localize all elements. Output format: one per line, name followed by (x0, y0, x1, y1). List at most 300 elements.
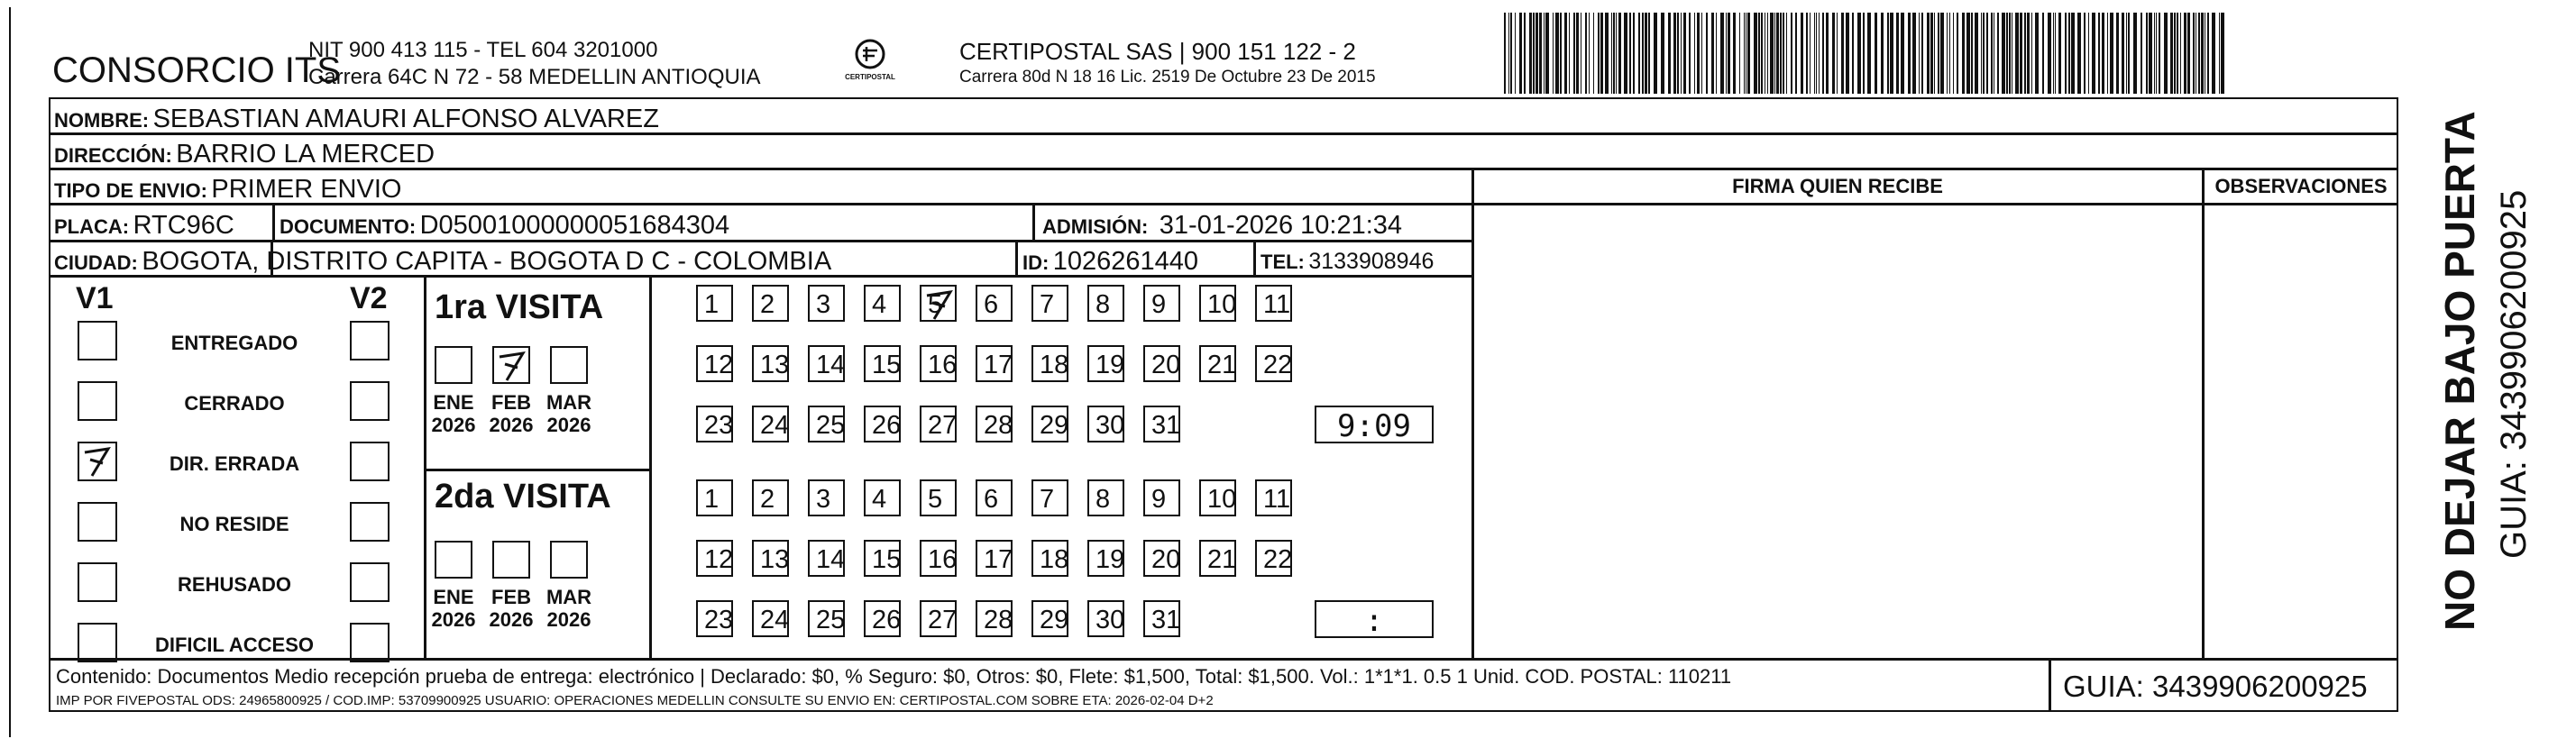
direccion-value: BARRIO LA MERCED (176, 140, 435, 169)
first-day-box[interactable] (1031, 285, 1068, 322)
barcode-bar (2187, 13, 2190, 94)
first-month-checkbox[interactable] (492, 346, 530, 384)
carrier-name: CERTIPOSTAL SAS | 900 151 122 - 2 (959, 38, 1356, 65)
second-month-checkbox[interactable] (492, 541, 530, 579)
first-day-box[interactable] (864, 345, 901, 382)
barcode-bar (1901, 13, 1904, 94)
barcode-bar (1832, 13, 1835, 94)
barcode-bar (1801, 13, 1803, 94)
first-day-box[interactable] (1255, 285, 1292, 322)
barcode-bar (1971, 13, 1973, 94)
barcode-bar (1711, 13, 1714, 94)
second-time-box[interactable] (1315, 600, 1434, 638)
first-day-number: 27 (928, 411, 958, 440)
first-day-number: 12 (704, 351, 734, 379)
barcode-bar (1814, 13, 1815, 94)
first-day-number: 29 (1040, 411, 1069, 440)
first-day-box[interactable] (920, 406, 957, 442)
first-day-box[interactable] (808, 285, 845, 322)
barcode-bar (1857, 13, 1861, 94)
second-day-box[interactable] (1031, 479, 1068, 516)
status-v2-checkbox[interactable] (350, 562, 390, 602)
side-warning: NO DEJAR BAJO PUERTA (2436, 111, 2483, 631)
first-month-name: FEB (491, 391, 531, 414)
second-day-number: 12 (704, 545, 734, 574)
second-day-box[interactable] (1143, 540, 1180, 577)
first-day-box[interactable] (1199, 285, 1236, 322)
admision-label: ADMISIÓN: (1042, 215, 1149, 238)
second-day-number: 15 (872, 545, 902, 574)
observaciones-header: OBSERVACIONES (2214, 175, 2388, 197)
barcode-bar (2141, 13, 2142, 94)
status-v1-checkbox[interactable] (78, 502, 117, 542)
barcode-bar (1510, 13, 1512, 94)
first-month-checkbox[interactable] (550, 346, 588, 384)
first-day-box[interactable] (752, 285, 789, 322)
contenido-text: Contenido: Documentos Medio recepción prueba de entrega: electrónico | Declarado: $0, % Seguro: $0, Otros: $0, Flete: $1,500, Total: $1,500. Vol.: 1*1*1. 0.5 1 Unid. COD. POSTAL: 110211 (56, 665, 1732, 688)
first-day-box[interactable] (976, 406, 1013, 442)
barcode-bar (1573, 13, 1575, 94)
status-v1-checkbox[interactable] (78, 442, 117, 481)
first-day-number: 2 (760, 290, 775, 319)
tipo-envio-label: TIPO DE ENVIO: (54, 179, 207, 202)
second-day-box[interactable] (976, 540, 1013, 577)
left-edge-line (9, 7, 11, 737)
barcode-bar (1613, 13, 1615, 94)
col-line (649, 275, 652, 658)
second-day-box[interactable] (1143, 479, 1180, 516)
second-day-box[interactable] (1255, 479, 1292, 516)
id-label: ID: (1022, 251, 1050, 274)
status-label: ENTREGADO (170, 332, 298, 354)
first-day-box[interactable] (864, 406, 901, 442)
second-day-number: 25 (816, 606, 846, 634)
first-day-box[interactable] (696, 285, 733, 322)
barcode-bar (2212, 13, 2215, 94)
barcode-bar (1673, 13, 1676, 94)
second-day-number: 8 (1095, 485, 1111, 514)
barcode-bar (1774, 13, 1775, 94)
first-day-number: 6 (984, 290, 999, 319)
barcode-bar (1668, 13, 1671, 94)
first-day-box[interactable] (1031, 345, 1068, 382)
barcode-bar (1919, 13, 1920, 94)
barcode-bar (1605, 13, 1609, 94)
barcode-bar (2084, 13, 2086, 94)
first-day-number: 19 (1095, 351, 1125, 379)
tipo-envio-value: PRIMER ENVIO (211, 175, 402, 204)
second-day-box[interactable] (696, 540, 733, 577)
first-day-number: 8 (1095, 290, 1111, 319)
second-day-number: 24 (760, 606, 790, 634)
second-day-box[interactable] (1087, 479, 1124, 516)
second-month-checkbox[interactable] (435, 541, 472, 579)
barcode-bar (2170, 13, 2173, 94)
second-day-box[interactable] (1199, 540, 1236, 577)
second-month-name: FEB (491, 586, 531, 608)
barcode-bar (1767, 13, 1768, 94)
barcode-bar (1576, 13, 1579, 94)
second-month-checkbox[interactable] (550, 541, 588, 579)
barcode-bar (2027, 13, 2030, 94)
second-day-number: 17 (984, 545, 1013, 574)
barcode-bar (2031, 13, 2032, 94)
barcode-bar (1600, 13, 1603, 94)
first-month-label (486, 391, 536, 437)
barcode-bar (2110, 13, 2113, 94)
second-day-box[interactable] (864, 600, 901, 637)
ciudad-value: BOGOTA, DISTRITO CAPITA - BOGOTA D C - COLOMBIA (142, 247, 832, 276)
second-day-number: 18 (1040, 545, 1069, 574)
second-day-box[interactable] (752, 540, 789, 577)
barcode-bar (1733, 13, 1736, 94)
status-label: NO RESIDE (179, 513, 289, 535)
admision-field (1042, 213, 1402, 239)
first-day-number: 5 (928, 290, 943, 319)
status-v2-checkbox[interactable] (350, 502, 390, 542)
second-day-box[interactable] (696, 600, 733, 637)
barcode-bar (1761, 13, 1763, 94)
second-day-number: 19 (1095, 545, 1125, 574)
barcode-bar (1716, 13, 1717, 94)
first-day-box[interactable] (1143, 406, 1180, 442)
second-day-box[interactable] (808, 600, 845, 637)
second-day-box[interactable] (1087, 540, 1124, 577)
status-v2-checkbox[interactable] (350, 442, 390, 481)
placa-field (54, 213, 234, 239)
second-day-number: 26 (872, 606, 902, 634)
barcode-bar (1997, 13, 1999, 94)
logo-text: CERTIPOSTAL (845, 73, 895, 81)
second-day-number: 29 (1040, 606, 1069, 634)
barcode-bar (1957, 13, 1958, 94)
status-v2-checkbox[interactable] (350, 381, 390, 421)
barcode-bar (2159, 13, 2160, 94)
first-month-name: ENE (433, 391, 474, 414)
barcode-bar (1981, 13, 1982, 94)
second-day-number: 27 (928, 606, 958, 634)
first-day-box[interactable] (1087, 285, 1124, 322)
barcode-bar (1638, 13, 1640, 94)
first-time-value: 9:09 (1337, 408, 1411, 444)
first-day-box[interactable] (752, 406, 789, 442)
barcode-bar (1786, 13, 1787, 94)
status-v1-checkbox[interactable] (78, 321, 117, 360)
certipostal-logo-icon (839, 36, 902, 90)
barcode-bar (1934, 13, 1935, 94)
first-month-year: 2026 (489, 414, 534, 437)
first-day-box[interactable] (1031, 406, 1068, 442)
first-day-number: 11 (1263, 290, 1291, 319)
barcode-bar (2126, 13, 2127, 94)
barcode-bar (1852, 13, 1854, 94)
status-label: DIFICIL ACCESO (154, 634, 314, 656)
first-day-box[interactable] (808, 406, 845, 442)
col-line (272, 204, 275, 240)
second-month-year: 2026 (431, 608, 476, 632)
barcode-bar (1986, 13, 1988, 94)
direccion-label: DIRECCIÓN: (54, 144, 172, 167)
carrier-address: Carrera 80d N 18 16 Lic. 2519 De Octubre 23 De 2015 (959, 68, 1376, 87)
second-day-box[interactable] (976, 479, 1013, 516)
barcode-bar (1524, 13, 1526, 94)
barcode-bar (1726, 13, 1727, 94)
barcode-bar (2065, 13, 2067, 94)
barcode-bar (1975, 13, 1978, 94)
second-day-box[interactable] (808, 479, 845, 516)
first-day-box[interactable] (808, 345, 845, 382)
barcode-bar (2207, 13, 2209, 94)
barcode-bar (2221, 13, 2224, 94)
second-day-box[interactable] (1255, 540, 1292, 577)
barcode-bar (1515, 13, 1516, 94)
barcode-bar (1953, 13, 1954, 94)
barcode-bar (2107, 13, 2108, 94)
barcode-bar (1624, 13, 1627, 94)
first-day-number: 15 (872, 351, 902, 379)
status-label: CERRADO (184, 392, 285, 415)
barcode-bar (2133, 13, 2137, 94)
certipostal-logo (839, 36, 902, 90)
direccion-field (54, 141, 435, 168)
first-day-box[interactable] (920, 285, 957, 322)
barcode-bar (2154, 13, 2155, 94)
first-day-box[interactable] (920, 345, 957, 382)
tel-field (1260, 251, 1434, 273)
barcode-bar (1826, 13, 1829, 94)
first-day-number: 23 (704, 411, 734, 440)
barcode-bar (1553, 13, 1554, 94)
barcode-bar (1744, 13, 1745, 94)
barcode-bar (1519, 13, 1522, 94)
first-day-number: 26 (872, 411, 902, 440)
barcode-bar (1569, 13, 1570, 94)
first-day-box[interactable] (1143, 345, 1180, 382)
second-day-number: 30 (1095, 606, 1125, 634)
barcode-bar (1504, 13, 1506, 94)
second-day-box[interactable] (752, 479, 789, 516)
barcode-bar (1654, 13, 1657, 94)
barcode-bar (1545, 13, 1549, 94)
row-line (49, 240, 1473, 242)
first-day-number: 17 (984, 351, 1013, 379)
firma-header: FIRMA QUIEN RECIBE (1732, 175, 1943, 197)
status-v2-checkbox[interactable] (350, 321, 390, 360)
second-day-box[interactable] (1143, 600, 1180, 637)
barcode-bar (1770, 13, 1774, 94)
second-day-box[interactable] (1199, 479, 1236, 516)
barcode-bar (1947, 13, 1948, 94)
placa-value: RTC96C (133, 211, 234, 240)
second-month-label (486, 586, 536, 632)
barcode-bar (1887, 13, 1889, 94)
barcode-bar (2015, 13, 2019, 94)
first-day-number: 21 (1207, 351, 1237, 379)
first-day-number: 18 (1040, 351, 1069, 379)
second-day-number: 21 (1207, 545, 1237, 574)
barcode-bar (1863, 13, 1865, 94)
second-day-box[interactable] (864, 540, 901, 577)
footer-line (49, 658, 2398, 661)
status-label: DIR. ERRADA (169, 452, 300, 475)
barcode-bar (2042, 13, 2044, 94)
barcode-bar (1533, 13, 1535, 94)
tel-label: TEL: (1260, 251, 1305, 273)
first-month-name: MAR (545, 391, 592, 414)
barcode-bar (1544, 13, 1545, 94)
barcode-bar (1560, 13, 1562, 94)
status-v2-checkbox[interactable] (350, 623, 390, 662)
barcode-bar (2006, 13, 2008, 94)
first-day-box[interactable] (976, 345, 1013, 382)
first-day-box[interactable] (1087, 406, 1124, 442)
first-day-box[interactable] (1087, 345, 1124, 382)
nombre-label: NOMBRE: (54, 109, 150, 132)
col-line (1471, 168, 1474, 659)
barcode-bar (2068, 13, 2070, 94)
barcode-bar (1795, 13, 1797, 94)
first-time-box[interactable] (1315, 406, 1434, 443)
second-day-box[interactable] (1031, 540, 1068, 577)
barcode-bar (1616, 13, 1617, 94)
col-line (1015, 240, 1018, 276)
first-day-number: 30 (1095, 411, 1125, 440)
second-day-number: 3 (816, 485, 831, 514)
barcode-bar (1810, 13, 1811, 94)
first-day-number: 20 (1151, 351, 1181, 379)
barcode-bar (1875, 13, 1877, 94)
first-month-year: 2026 (546, 414, 591, 437)
documento-field (280, 213, 729, 239)
admision-value: 31-01-2026 10:21:34 (1159, 211, 1403, 240)
second-day-box[interactable] (1087, 600, 1124, 637)
first-day-number: 31 (1151, 411, 1181, 440)
second-day-box[interactable] (920, 600, 957, 637)
col-line (424, 275, 426, 658)
status-v1-checkbox[interactable] (78, 562, 117, 602)
barcode-bar (1618, 13, 1621, 94)
barcode-bar (1529, 13, 1532, 94)
company-nit-tel: NIT 900 413 115 - TEL 604 3201000 (308, 38, 658, 62)
first-day-number: 10 (1207, 290, 1237, 319)
barcode-bar (2193, 13, 2195, 94)
second-day-box[interactable] (808, 540, 845, 577)
second-month-label (544, 586, 594, 632)
barcode-bar (1739, 13, 1740, 94)
barcode-bar (2058, 13, 2061, 94)
barcode-bar (2156, 13, 2157, 94)
second-month-year: 2026 (489, 608, 534, 632)
barcode-bar (1508, 13, 1509, 94)
barcode-bar (1564, 13, 1567, 94)
second-month-label (428, 586, 479, 632)
barcode-bar (1720, 13, 1724, 94)
second-day-number: 6 (984, 485, 999, 514)
first-day-box[interactable] (696, 406, 733, 442)
side-guia: GUIA: 3439906200925 (2494, 189, 2534, 559)
first-day-box[interactable] (864, 285, 901, 322)
second-day-box[interactable] (976, 600, 1013, 637)
barcode-bar (1593, 13, 1594, 94)
barcode-bar (1585, 13, 1587, 94)
barcode-bar (1867, 13, 1871, 94)
status-label: REHUSADO (178, 573, 291, 596)
barcode-bar (2088, 13, 2089, 94)
v2-label: V2 (350, 281, 388, 315)
first-month-year: 2026 (431, 414, 476, 437)
handwritten-check-icon (921, 287, 958, 323)
status-v1-checkbox[interactable] (78, 623, 117, 662)
nombre-value: SEBASTIAN AMAURI ALFONSO ALVAREZ (152, 105, 659, 133)
barcode-bar (1633, 13, 1635, 94)
barcode-bar (1949, 13, 1950, 94)
first-day-number: 25 (816, 411, 846, 440)
barcode-bar (2024, 13, 2026, 94)
barcode-bar (2053, 13, 2054, 94)
barcode-bar (1780, 13, 1782, 94)
barcode-image (1504, 13, 2225, 94)
documento-label: DOCUMENTO: (280, 215, 417, 238)
barcode-bar (1816, 13, 1817, 94)
second-day-box[interactable] (864, 479, 901, 516)
first-day-box[interactable] (976, 285, 1013, 322)
first-day-box[interactable] (1143, 285, 1180, 322)
first-day-number: 22 (1263, 351, 1293, 379)
first-day-box[interactable] (1255, 345, 1292, 382)
second-day-box[interactable] (752, 600, 789, 637)
barcode-bar (1881, 13, 1884, 94)
barcode-bar (2071, 13, 2075, 94)
company-address: Carrera 64C N 72 - 58 MEDELLIN ANTIOQUIA (308, 65, 761, 89)
col-line (1253, 240, 1256, 276)
barcode-bar (2180, 13, 2181, 94)
barcode-bar (1927, 13, 1930, 94)
barcode-bar (1776, 13, 1779, 94)
first-day-number: 7 (1040, 290, 1055, 319)
barcode-bar (1683, 13, 1686, 94)
barcode-bar (1846, 13, 1849, 94)
first-day-box[interactable] (1199, 345, 1236, 382)
second-day-box[interactable] (696, 479, 733, 516)
barcode-bar (1681, 13, 1682, 94)
second-day-number: 31 (1151, 606, 1181, 634)
second-day-box[interactable] (1031, 600, 1068, 637)
id-field (1022, 249, 1198, 275)
first-visit-title: 1ra VISITA (435, 288, 604, 326)
barcode-bar (1555, 13, 1559, 94)
barcode-bar (1598, 13, 1600, 94)
second-day-number: 14 (816, 545, 846, 574)
barcode-bar (1677, 13, 1679, 94)
barcode-bar (2219, 13, 2220, 94)
first-day-box[interactable] (696, 345, 733, 382)
first-day-number: 4 (872, 290, 887, 319)
first-day-box[interactable] (752, 345, 789, 382)
barcode-bar (2128, 13, 2130, 94)
second-day-box[interactable] (920, 540, 957, 577)
second-day-number: 11 (1263, 485, 1291, 514)
barcode-bar (1706, 13, 1708, 94)
first-month-checkbox[interactable] (435, 346, 472, 384)
second-day-box[interactable] (920, 479, 957, 516)
imp-text: IMP POR FIVEPOSTAL ODS: 24965800925 / COD.IMP: 53709900925 USUARIO: OPERACIONES MEDELLIN CONSULTE SU ENVIO EN: CERTIPOSTAL.COM SOBRE ETA: 2026-02-04 D+2 (56, 693, 1214, 708)
second-day-number: 20 (1151, 545, 1181, 574)
handwritten-check-icon (79, 443, 115, 479)
status-v1-checkbox[interactable] (78, 381, 117, 421)
id-value: 1026261440 (1052, 247, 1199, 276)
barcode-bar (2098, 13, 2100, 94)
barcode-bar (2035, 13, 2039, 94)
